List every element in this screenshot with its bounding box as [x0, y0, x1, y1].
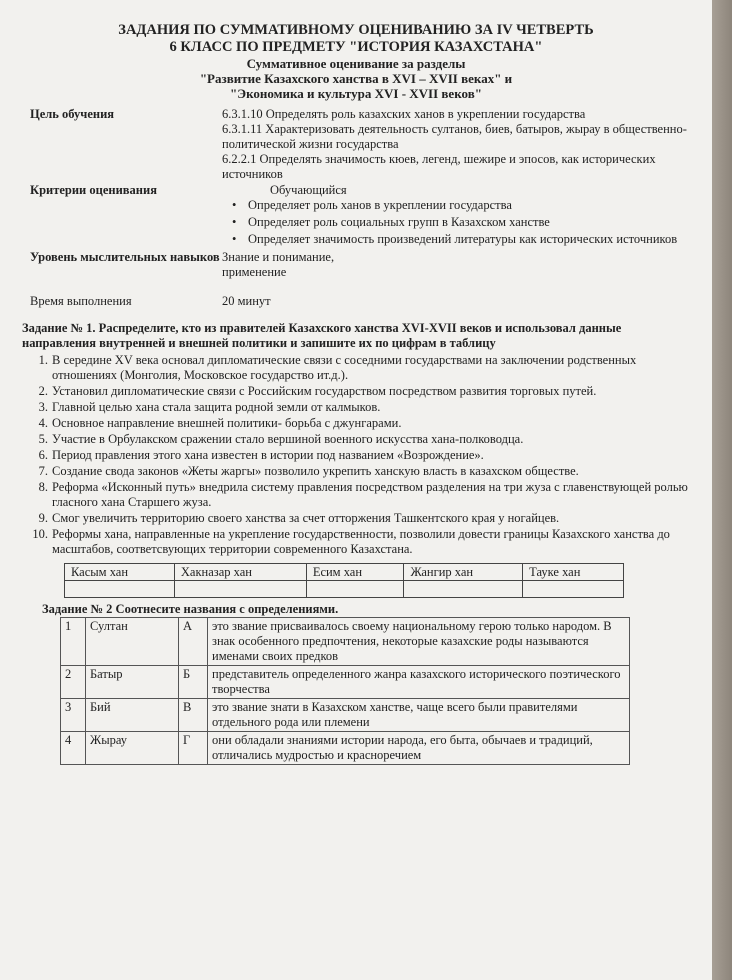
khan-header: Жангир хан: [404, 564, 523, 581]
task1-item: 9. Смог увеличить территорию своего ханства за счет отторжения Ташкентского края у ногайцев.: [38, 511, 560, 525]
goal-item: 6.2.2.1 Определять значимость кюев, легенд, шежире и эпосов, как исторических источников: [222, 152, 656, 181]
definition: это звание присваивалось своему национальному герою только народом. В знак особенного предпочтения, некоторые казахские роды называются именами своих предков: [208, 618, 630, 666]
criteria-item: • Определяет значимость произведений литературы как исторических источников: [248, 232, 690, 247]
level-label: Уровень мыслительных навыков: [30, 250, 220, 264]
term: Султан: [86, 618, 179, 666]
term: Батыр: [86, 666, 179, 699]
answer-cell[interactable]: [404, 581, 523, 598]
goal-item: 6.3.1.11 Характеризовать деятельность султанов, биев, батыров, жырау в общественно-политической жизни государства: [222, 122, 687, 151]
khan-header: Тауке хан: [523, 564, 624, 581]
subtitle-line-3: "Экономика и культура XVI - XVII веков": [230, 86, 482, 101]
khan-header: Есим хан: [306, 564, 404, 581]
term: Бий: [86, 699, 179, 732]
term: Жырау: [86, 732, 179, 765]
subtitle-line-2: "Развитие Казахского ханства в XVI – XVII веках" и: [199, 71, 513, 86]
khan-header: Хакназар хан: [174, 564, 306, 581]
table-row: [65, 581, 624, 598]
criteria-row: [22, 183, 690, 249]
table-row: [61, 666, 630, 699]
task1-item: 7. Создание свода законов «Жеты жаргы» позволило укрепить ханскую власть в казахском обществе.: [38, 464, 579, 478]
answer-cell[interactable]: [65, 581, 175, 598]
letter: А: [179, 618, 208, 666]
khans-answer-table: [64, 563, 624, 598]
task1-title: Задание № 1. Распределите, кто из правителей Казахского ханства XVI-XVII веков и использовал данные направления внутренней и внешней политики и запишите их по цифрам в таблицу: [22, 321, 622, 350]
criteria-item: • Определяет роль социальных групп в Казахском ханстве: [248, 215, 690, 230]
subtitle-line-1: Суммативное оценивание за разделы: [246, 56, 466, 71]
title-line-1: ЗАДАНИЯ ПО СУММАТИВНОМУ ОЦЕНИВАНИЮ ЗА IV ЧЕТВЕРТЬ: [118, 22, 594, 38]
title-line-2: 6 КЛАСС ПО ПРЕДМЕТУ "ИСТОРИЯ КАЗАХСТАНА": [169, 39, 543, 55]
criteria-list: [222, 183, 690, 249]
row-number: 4: [61, 732, 86, 765]
task1-items: [22, 353, 690, 557]
answer-cell[interactable]: [174, 581, 306, 598]
khan-header: Касым хан: [65, 564, 175, 581]
row-number: 1: [61, 618, 86, 666]
letter: Г: [179, 732, 208, 765]
criteria-head: Обучающийся: [270, 183, 347, 197]
table-row: [61, 618, 630, 666]
matching-table: [60, 617, 630, 765]
time-row: [22, 294, 690, 309]
letter: Б: [179, 666, 208, 699]
definition: это звание знати в Казахском ханстве, чаще всего были правителями отдельного рода или племени: [208, 699, 630, 732]
table-row: [65, 564, 624, 581]
worksheet: [22, 22, 690, 765]
assessment-meta: [22, 107, 690, 309]
definition: представитель определенного жанра казахского исторического поэтического творчества: [208, 666, 630, 699]
task1-item: 6. Период правления этого хана известен в истории под названием «Возрождение».: [38, 448, 484, 462]
goal-item: 6.3.1.10 Определять роль казахских ханов в укреплении государства: [222, 107, 586, 121]
criteria-item: • Определяет роль ханов в укреплении государства: [248, 198, 690, 213]
task2-title: Задание № 2 Соотнесите названия с определениями.: [42, 602, 339, 616]
level-row: [22, 250, 690, 280]
level-value-line: Знание и понимание,: [222, 250, 335, 264]
criteria-label: Критерии оценивания: [30, 183, 157, 197]
table-row: [61, 699, 630, 732]
level-value-line: применение: [222, 265, 287, 279]
level-value: [222, 250, 690, 280]
goals-row: [22, 107, 690, 182]
task1-item: 3. Главной целью хана стала защита родной земли от калмыков.: [38, 400, 381, 414]
letter: В: [179, 699, 208, 732]
goals-label: Цель обучения: [30, 107, 115, 121]
row-number: 3: [61, 699, 86, 732]
task1-item: 1. В середине XV века основал дипломатические связи с соседними государствами на заключении родственных отношениях (Монголия, Московское государство ит.д.).: [38, 353, 637, 382]
task1-item: 5. Участие в Орбулакском сражении стало вершиной военного искусства хана-полководца.: [38, 432, 524, 446]
task1-item: 4. Основное направление внешней политики- борьба с джунгарами.: [38, 416, 402, 430]
definition: они обладали знаниями истории народа, его быта, обычаев и традиций, отличались мудростью и красноречием: [208, 732, 630, 765]
table-row: [61, 732, 630, 765]
row-number: 2: [61, 666, 86, 699]
task1-item: 8. Реформа «Исконный путь» внедрила систему правления посредством разделения на три жуза с главенствующей ролью гласного хана Старшего жуза.: [38, 480, 688, 509]
answer-cell[interactable]: [306, 581, 404, 598]
time-value: 20 минут: [222, 294, 271, 308]
background-edge: [712, 0, 732, 980]
goals-list: [222, 107, 690, 182]
task1-item: 10. Реформы хана, направленные на укрепление государственности, позволили довести границы Казахского ханства до масштабов, соответсвующих территории современного Казахстана.: [32, 527, 670, 556]
time-label: Время выполнения: [30, 294, 132, 308]
answer-cell[interactable]: [523, 581, 624, 598]
task1-item: 2. Установил дипломатические связи с Российским государством посредством развития торговых путей.: [38, 384, 597, 398]
